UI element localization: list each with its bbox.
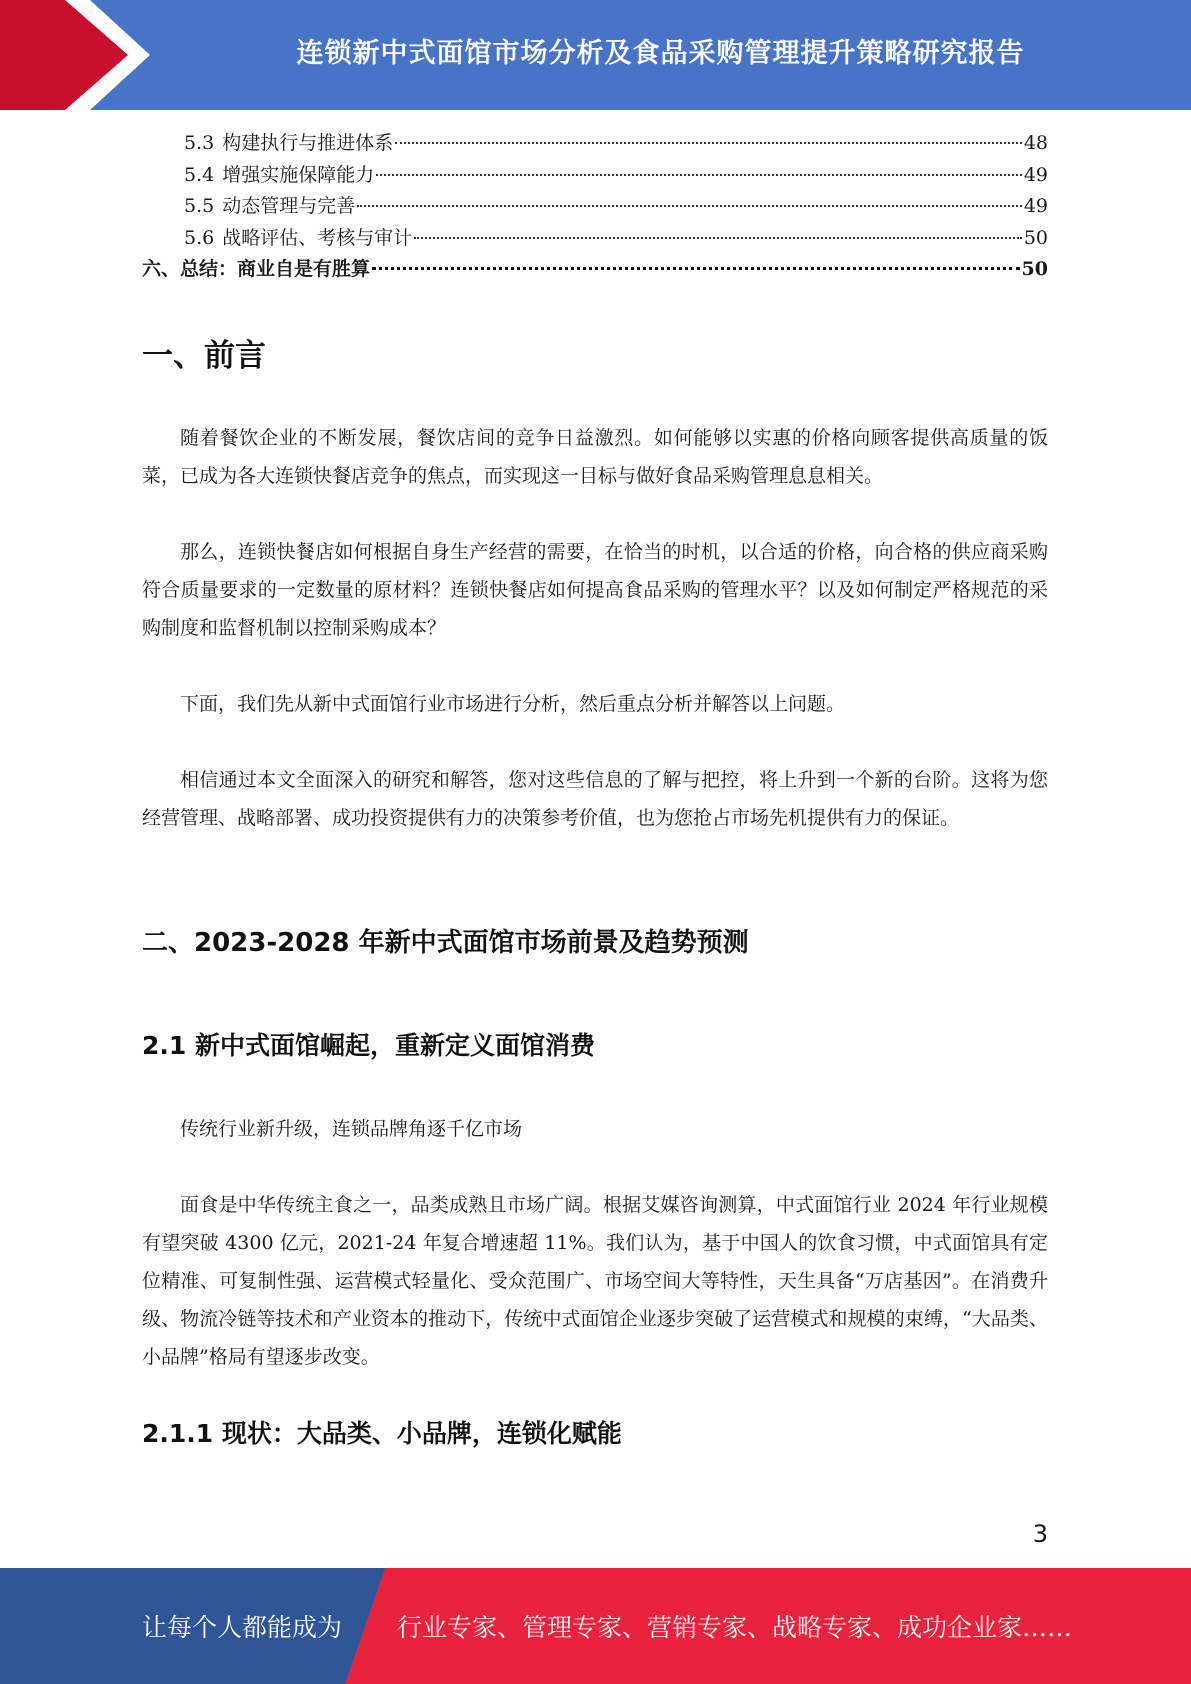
toc-entry-text: 增强实施保障能力 xyxy=(222,163,375,186)
toc-dot-leader xyxy=(357,205,1022,207)
toc-entry-5-6[interactable] xyxy=(142,223,1048,255)
preface-paragraph-4: 相信通过本文全面深入的研究和解答，您对这些信息的了解与把控，将上升到一个新的台阶。这将为您经营管理、战略部署、成功投资提供有力的决策参考价值，也为您抢占市场先机提供有力的保证。 xyxy=(142,769,1048,829)
toc-entry-text: 六、总结：商业自是有胜算 xyxy=(142,258,371,280)
section-2-1-1-heading: 2.1.1 现状：大品类、小品牌，连锁化赋能 xyxy=(142,1419,622,1448)
toc-dot-leader xyxy=(376,174,1022,176)
page-footer xyxy=(0,1568,1191,1684)
footer-slogan-right: 行业专家、管理专家、营销专家、战略专家、成功企业家…… xyxy=(397,1613,1073,1642)
toc-dot-leader xyxy=(395,142,1022,144)
toc-dot-leader xyxy=(372,267,1020,270)
toc-entry-text: 战略评估、考核与审计 xyxy=(222,226,413,249)
section-2-1-heading: 2.1 新中式面馆崛起，重新定义面馆消费 xyxy=(142,1031,595,1060)
toc-entry-page: 49 xyxy=(1023,195,1048,217)
footer-slogan-left: 让每个人都能成为 xyxy=(142,1613,343,1642)
preface-heading: 一、前言 xyxy=(142,338,266,374)
toc-dot-leader xyxy=(414,237,1022,239)
section-2-1-paragraph: 面食是中华传统主食之一，品类成熟且市场广阔。根据艾媒咨询测算，中式面馆行业 2024 年行业规模有望突破 4300 亿元，2021-24 年复合增速超 11%。我们认为，基于中国人的饮食习惯，中式面馆具有定位精准、可复制性强、运营模式轻量化、受众范围广、市场空间大等特性，天生具备“万店基因”。在消费升级、物流冷链等技术和产业资本的推动下，传统中式面馆企业逐步突破了运营模式和规模的束缚，“大品类、小品牌”格局有望逐步改变。 xyxy=(142,1194,1048,1368)
toc-entry-page: 50 xyxy=(1021,258,1048,280)
toc-entry-text: 构建执行与推进体系 xyxy=(222,132,394,154)
chapter-2-heading: 二、2023-2028 年新中式面馆市场前景及趋势预测 xyxy=(142,928,749,958)
toc-entry-5-3[interactable] xyxy=(142,128,1048,160)
page-header xyxy=(0,0,1191,110)
toc-entry-chapter-6[interactable] xyxy=(142,254,1048,286)
toc-entry-5-5[interactable] xyxy=(142,191,1048,223)
toc-entry-5-4[interactable] xyxy=(142,160,1048,192)
preface-paragraph-2: 那么，连锁快餐店如何根据自身生产经营的需要，在恰当的时机，以合适的价格，向合格的供应商采购符合质量要求的一定数量的原材料？连锁快餐店如何提高食品采购的管理水平？以及如何制定严格规范的采购制度和监督机制以控制采购成本？ xyxy=(142,541,1048,639)
toc-entry-text: 动态管理与完善 xyxy=(222,195,356,217)
toc-entry-number: 5.5 xyxy=(184,195,215,217)
toc-entry-page: 50 xyxy=(1023,226,1048,249)
report-title: 连锁新中式面馆市场分析及食品采购管理提升策略研究报告 xyxy=(296,37,1025,69)
toc-entry-page: 49 xyxy=(1023,163,1048,186)
page-number: 3 xyxy=(1032,1520,1048,1548)
toc-entry-number: 5.4 xyxy=(184,163,215,186)
preface-paragraph-1: 随着餐饮企业的不断发展，餐饮店间的竞争日益激烈。如何能够以实惠的价格向顾客提供高质量的饭菜，已成为各大连锁快餐店竞争的焦点，而实现这一目标与做好食品采购管理息息相关。 xyxy=(142,427,1048,487)
toc-entry-number: 5.3 xyxy=(184,132,215,154)
toc-entry-page: 48 xyxy=(1023,132,1048,154)
table-of-contents xyxy=(142,128,1048,286)
preface-paragraph-3: 下面，我们先从新中式面馆行业市场进行分析，然后重点分析并解答以上问题。 xyxy=(180,693,846,715)
toc-entry-number: 5.6 xyxy=(184,226,215,249)
section-2-1-subtitle: 传统行业新升级，连锁品牌角逐千亿市场 xyxy=(180,1118,523,1140)
